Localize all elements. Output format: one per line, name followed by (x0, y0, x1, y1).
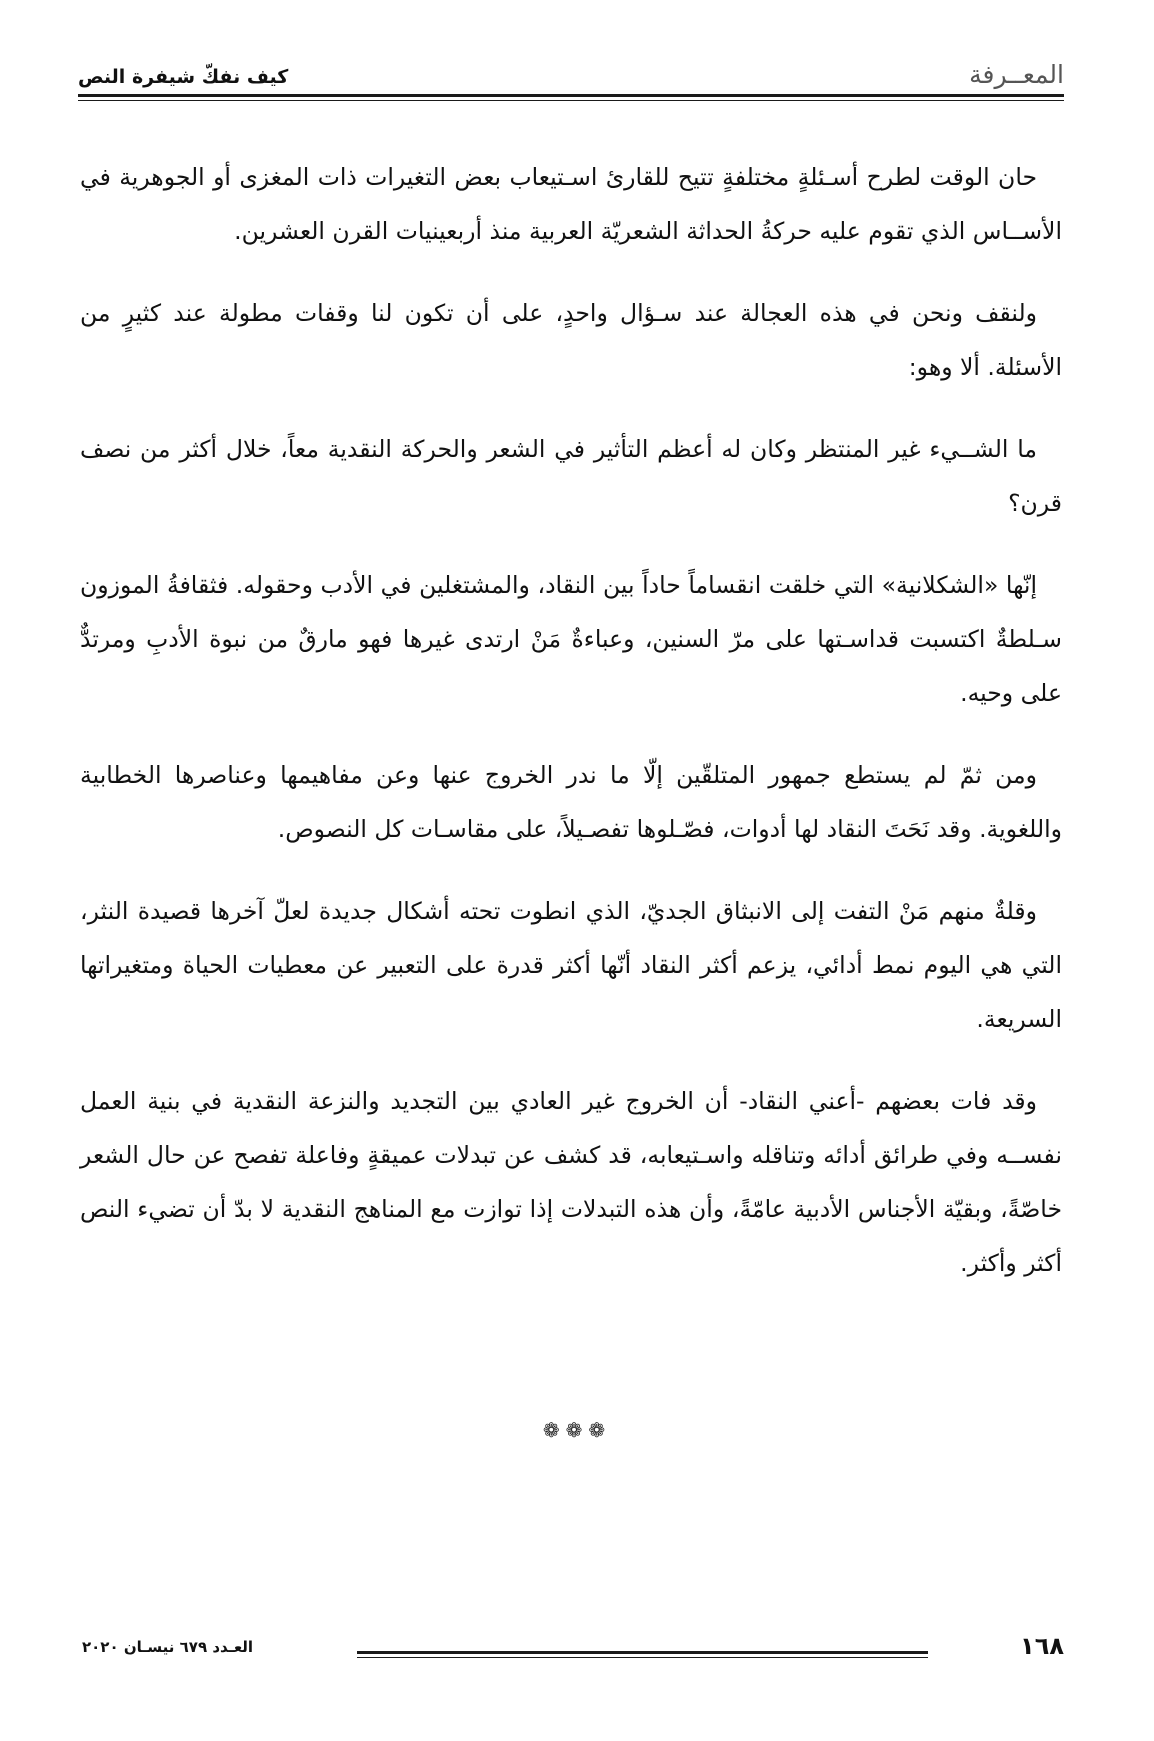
magazine-logo: المعــرفة (969, 60, 1064, 89)
paragraph-4: إنّها «الشكلانية» التي خلقت انقساماً حاداً بين النقاد، والمشتغلين في الأدب وحقوله. فثقافةُ الموزون سـلطةٌ اكتسبت قداسـتها على مرّ السنين، وعباءةٌ مَنْ ارتدى غيرها فهو مارقٌ من نبوة الأدبِ ومرتدٌّ على وحيه. (80, 571, 1062, 707)
section-end-ornament: ❁❁❁ (542, 1418, 612, 1442)
footer-rule-thick (357, 1651, 928, 1654)
footer-rule-thin (357, 1657, 928, 1658)
article-body (80, 150, 1062, 1318)
paragraph-6: وقلةٌ منهم مَنْ التفت إلى الانبثاق الجديّ، الذي انطوت تحته أشكال جديدة لعلّ آخرها قصيدة النثر، التي هي اليوم نمط أدائي، يزعم أكثر النقاد أنّها أكثر قدرة على التعبير عن معطيات الحياة ومتغيراتها السريعة. (80, 897, 1062, 1033)
paragraph-7: وقد فات بعضهم -أعني النقاد- أن الخروج غير العادي بين التجديد والنزعة النقدية في بنية العمل نفســه وفي طرائق أدائه وتناقله واسـتيعابه، قد كشف عن تبدلات عميقةٍ وفاعلة تفصح عن حال الشعر خاصّةً، وبقيّة الأجناس الأدبية عامّةً، وأن هذه التبدلات إذا توازت مع المناهج النقدية لا بدّ أن تضيء النص أكثر وأكثر. (80, 1087, 1062, 1277)
page-number: ١٦٨ (1020, 1632, 1064, 1660)
running-title: كيف نفكّ شيفرة النص (78, 66, 289, 88)
paragraph-5: ومن ثمّ لم يستطع جمهور المتلقّين إلّا ما ندر الخروج عنها وعن مفاهيمها وعناصرها الخطابية واللغوية. وقد نَحَتَ النقاد لها أدوات، فصّـلوها تفصـيلاً، على مقاسـات كل النصوص. (80, 761, 1062, 843)
paragraph-1: حان الوقت لطرح أسـئلةٍ مختلفةٍ تتيح للقارئ اسـتيعاب بعض التغيرات ذات المغزى أو الجوهرية في الأســاس الذي تقوم عليه حركةُ الحداثة الشعريّة العربية منذ أربعينيات القرن العشرين. (80, 163, 1062, 245)
paragraph-3: ما الشــيء غير المنتظر وكان له أعظم التأثير في الشعر والحركة النقدية معاً، خلال أكثر من نصف قرن؟ (80, 435, 1062, 517)
page-header (78, 40, 1064, 100)
header-rule-thin (78, 100, 1064, 101)
header-rule-thick (78, 94, 1064, 97)
paragraph-2: ولنقف ونحن في هذه العجالة عند سـؤال واحدٍ، على أن تكون لنا وقفات مطولة عند كثيرٍ من الأسئلة. ألا وهو: (80, 299, 1062, 381)
issue-info: العـدد ٦٧٩ نيسـان ٢٠٢٠ (82, 1638, 254, 1656)
